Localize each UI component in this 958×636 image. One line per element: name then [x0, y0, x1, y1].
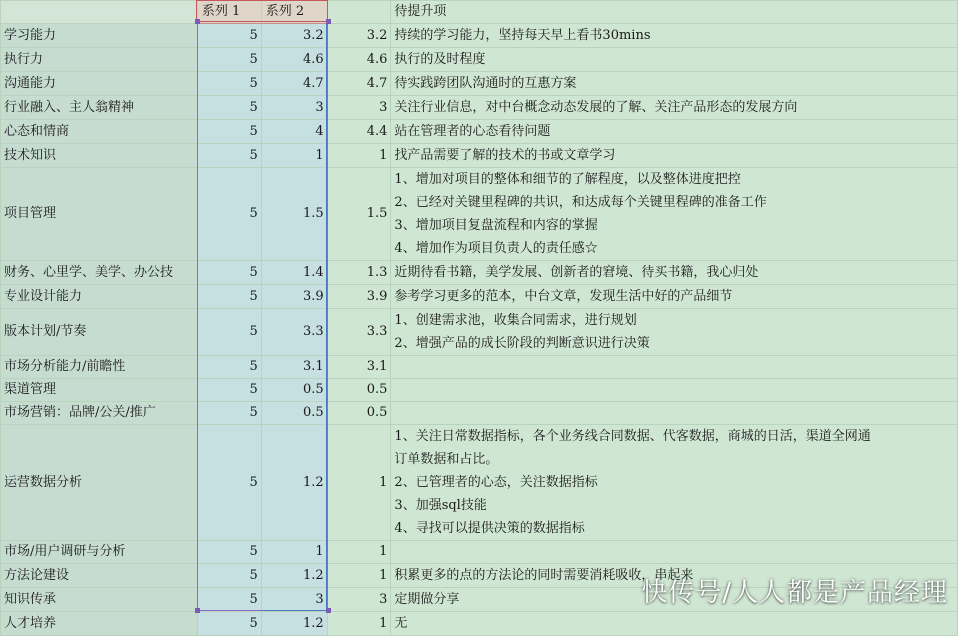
- series2-value-cell[interactable]: 3.3: [261, 309, 327, 356]
- notes-cell[interactable]: [391, 379, 958, 402]
- notes-cell[interactable]: [391, 72, 958, 96]
- note-line: 持续的学习能力，坚持每天早上看书30mins: [394, 28, 651, 43]
- value-cell[interactable]: 0.5: [327, 379, 391, 402]
- series2-value-cell[interactable]: 1.2: [261, 612, 327, 636]
- notes-cell[interactable]: [391, 168, 958, 261]
- value-cell[interactable]: 1: [327, 564, 391, 588]
- row-label-cell[interactable]: 运营数据分析: [1, 425, 198, 541]
- series1-value-cell[interactable]: 5: [197, 541, 261, 564]
- note-line: 待实践跨团队沟通时的互惠方案: [394, 76, 577, 91]
- series1-value-cell[interactable]: 5: [197, 425, 261, 541]
- table-row: [1, 612, 958, 636]
- series1-value-cell[interactable]: 5: [197, 612, 261, 636]
- table-row: [1, 402, 958, 425]
- note-line: 1、关注日常数据指标，各个业务线合同数据、代客数据，商城的日活，渠道全网通: [394, 429, 871, 444]
- table-row: [1, 356, 958, 379]
- series1-value-cell[interactable]: 5: [197, 120, 261, 144]
- table-row: [1, 285, 958, 309]
- notes-cell[interactable]: [391, 144, 958, 168]
- selection-handle-bottom-left[interactable]: [195, 608, 200, 613]
- series2-value-cell[interactable]: 3.2: [261, 24, 327, 48]
- row-label-cell[interactable]: 市场分析能力/前瞻性: [1, 356, 198, 379]
- header-row: [1, 1, 958, 24]
- selection-handle-top-left[interactable]: [195, 19, 200, 24]
- series2-value-cell[interactable]: 1.5: [261, 168, 327, 261]
- series2-value-cell[interactable]: 0.5: [261, 402, 327, 425]
- note-line: 执行的及时程度: [394, 52, 486, 67]
- table-row: [1, 541, 958, 564]
- table-row: [1, 120, 958, 144]
- header-series2-cell[interactable]: 系列 2: [261, 1, 327, 24]
- value-cell[interactable]: 3.2: [327, 24, 391, 48]
- notes-cell[interactable]: [391, 356, 958, 379]
- table-row: [1, 72, 958, 96]
- series2-value-cell[interactable]: 4.7: [261, 72, 327, 96]
- note-line: 3、增加项目复盘流程和内容的掌握: [394, 218, 598, 233]
- row-label-cell[interactable]: 沟通能力: [1, 72, 198, 96]
- note-line: 关注行业信息，对中台概念动态发展的了解、关注产品形态的发展方向: [394, 100, 798, 115]
- series2-value-cell[interactable]: 1.2: [261, 564, 327, 588]
- row-label-cell[interactable]: 版本计划/节奏: [1, 309, 198, 356]
- table-row: [1, 168, 958, 261]
- series1-value-cell[interactable]: 5: [197, 356, 261, 379]
- notes-cell[interactable]: [391, 261, 958, 285]
- note-line: 无: [394, 616, 408, 631]
- note-line: 2、已管理者的心态，关注数据指标: [394, 475, 598, 490]
- note-line: 4、增加作为项目负责人的责任感☆: [394, 241, 598, 256]
- notes-cell[interactable]: [391, 425, 958, 541]
- value-cell[interactable]: 3.1: [327, 356, 391, 379]
- note-line: 3、加强sql技能: [394, 498, 487, 513]
- row-label-cell[interactable]: 市场/用户调研与分析: [1, 541, 198, 564]
- notes-cell[interactable]: [391, 285, 958, 309]
- value-cell[interactable]: 3.3: [327, 309, 391, 356]
- watermark-text: 快传号/人人都是产品经理: [641, 578, 948, 608]
- series1-value-cell[interactable]: 5: [197, 379, 261, 402]
- series2-value-cell[interactable]: 1.2: [261, 425, 327, 541]
- note-line: 订单数据和占比。: [394, 452, 499, 467]
- series2-value-cell[interactable]: 1: [261, 144, 327, 168]
- note-line: 站在管理者的心态看待问题: [394, 124, 551, 139]
- value-cell[interactable]: 1.5: [327, 168, 391, 261]
- notes-cell[interactable]: [391, 24, 958, 48]
- table-row: [1, 48, 958, 72]
- note-line: 找产品需要了解的技术的书或文章学习: [394, 148, 616, 163]
- series2-value-cell[interactable]: 4.6: [261, 48, 327, 72]
- series1-value-cell[interactable]: 5: [197, 309, 261, 356]
- row-label-cell[interactable]: 执行力: [1, 48, 198, 72]
- notes-cell[interactable]: [391, 309, 958, 356]
- value-cell[interactable]: 4.4: [327, 120, 391, 144]
- row-label-cell[interactable]: 方法论建设: [1, 564, 198, 588]
- table-row: [1, 309, 958, 356]
- notes-cell[interactable]: [391, 120, 958, 144]
- series1-value-cell[interactable]: 5: [197, 168, 261, 261]
- series1-value-cell[interactable]: 5: [197, 588, 261, 612]
- note-line: 近期待看书籍，美学发展、创新者的窘境、待买书籍，我心归处: [394, 265, 759, 280]
- note-line: 积累更多的点的方法论的同时需要消耗吸收，串起来: [394, 568, 694, 583]
- notes-cell[interactable]: [391, 541, 958, 564]
- series1-value-cell[interactable]: 5: [197, 564, 261, 588]
- series2-value-cell[interactable]: 1.4: [261, 261, 327, 285]
- row-label-cell[interactable]: 技术知识: [1, 144, 198, 168]
- row-label-cell[interactable]: 行业融入、主人翁精神: [1, 96, 198, 120]
- notes-cell[interactable]: [391, 612, 958, 636]
- row-label-cell[interactable]: 市场营销：品牌/公关/推广: [1, 402, 198, 425]
- row-label-cell[interactable]: 心态和情商: [1, 120, 198, 144]
- series2-value-cell[interactable]: 3: [261, 96, 327, 120]
- value-cell[interactable]: 1.3: [327, 261, 391, 285]
- header-pending-cell[interactable]: 待提升项: [391, 1, 958, 24]
- row-label-cell[interactable]: 知识传承: [1, 588, 198, 612]
- value-cell[interactable]: 0.5: [327, 402, 391, 425]
- series1-value-cell[interactable]: 5: [197, 72, 261, 96]
- notes-cell[interactable]: [391, 402, 958, 425]
- header-series1-cell[interactable]: 系列 1: [197, 1, 261, 24]
- series2-value-cell[interactable]: 0.5: [261, 379, 327, 402]
- selection-handle-top-right[interactable]: [326, 19, 331, 24]
- series2-value-cell[interactable]: 3: [261, 588, 327, 612]
- value-cell[interactable]: 4.6: [327, 48, 391, 72]
- series2-value-cell[interactable]: 3.9: [261, 285, 327, 309]
- value-cell[interactable]: 1: [327, 612, 391, 636]
- note-line: 参考学习更多的范本，中台文章，发现生活中好的产品细节: [394, 289, 733, 304]
- row-label-cell[interactable]: 学习能力: [1, 24, 198, 48]
- series2-value-cell[interactable]: 1: [261, 541, 327, 564]
- value-cell[interactable]: 1: [327, 144, 391, 168]
- row-label-cell[interactable]: 专业设计能力: [1, 285, 198, 309]
- series2-value-cell[interactable]: 3.1: [261, 356, 327, 379]
- notes-cell[interactable]: [391, 48, 958, 72]
- table-row: [1, 24, 958, 48]
- note-line: 2、已经对关键里程碑的共识，和达成每个关键里程碑的准备工作: [394, 195, 767, 210]
- series2-value-cell[interactable]: 4: [261, 120, 327, 144]
- value-cell[interactable]: 4.7: [327, 72, 391, 96]
- table-row: [1, 96, 958, 120]
- header-empty-cell[interactable]: [327, 1, 391, 24]
- table-row: [1, 261, 958, 285]
- series1-value-cell[interactable]: 5: [197, 96, 261, 120]
- note-line: 2、增强产品的成长阶段的判断意识进行决策: [394, 336, 650, 351]
- header-corner-cell[interactable]: [1, 1, 198, 24]
- table-row: [1, 379, 958, 402]
- notes-cell[interactable]: [391, 96, 958, 120]
- note-line: 1、增加对项目的整体和细节的了解程度，以及整体进度把控: [394, 172, 741, 187]
- note-line: 4、寻找可以提供决策的数据指标: [394, 521, 585, 536]
- row-label-cell[interactable]: 财务、心里学、美学、办公技: [1, 261, 198, 285]
- selection-handle-bottom-right[interactable]: [326, 608, 331, 613]
- row-label-cell[interactable]: 人才培养: [1, 612, 198, 636]
- note-line: 1、创建需求池，收集合同需求，进行规划: [394, 313, 637, 328]
- series1-value-cell[interactable]: 5: [197, 285, 261, 309]
- note-line: 定期做分享: [394, 592, 460, 607]
- value-cell[interactable]: 3: [327, 96, 391, 120]
- value-cell[interactable]: 3: [327, 588, 391, 612]
- series1-value-cell[interactable]: 5: [197, 402, 261, 425]
- series1-value-cell[interactable]: 5: [197, 261, 261, 285]
- series1-value-cell[interactable]: 5: [197, 24, 261, 48]
- value-cell[interactable]: 1: [327, 425, 391, 541]
- table-row: [1, 425, 958, 541]
- row-label-cell[interactable]: 渠道管理: [1, 379, 198, 402]
- series1-value-cell[interactable]: 5: [197, 48, 261, 72]
- value-cell[interactable]: 3.9: [327, 285, 391, 309]
- row-label-cell[interactable]: 项目管理: [1, 168, 198, 261]
- series1-value-cell[interactable]: 5: [197, 144, 261, 168]
- table-row: [1, 144, 958, 168]
- value-cell[interactable]: 1: [327, 541, 391, 564]
